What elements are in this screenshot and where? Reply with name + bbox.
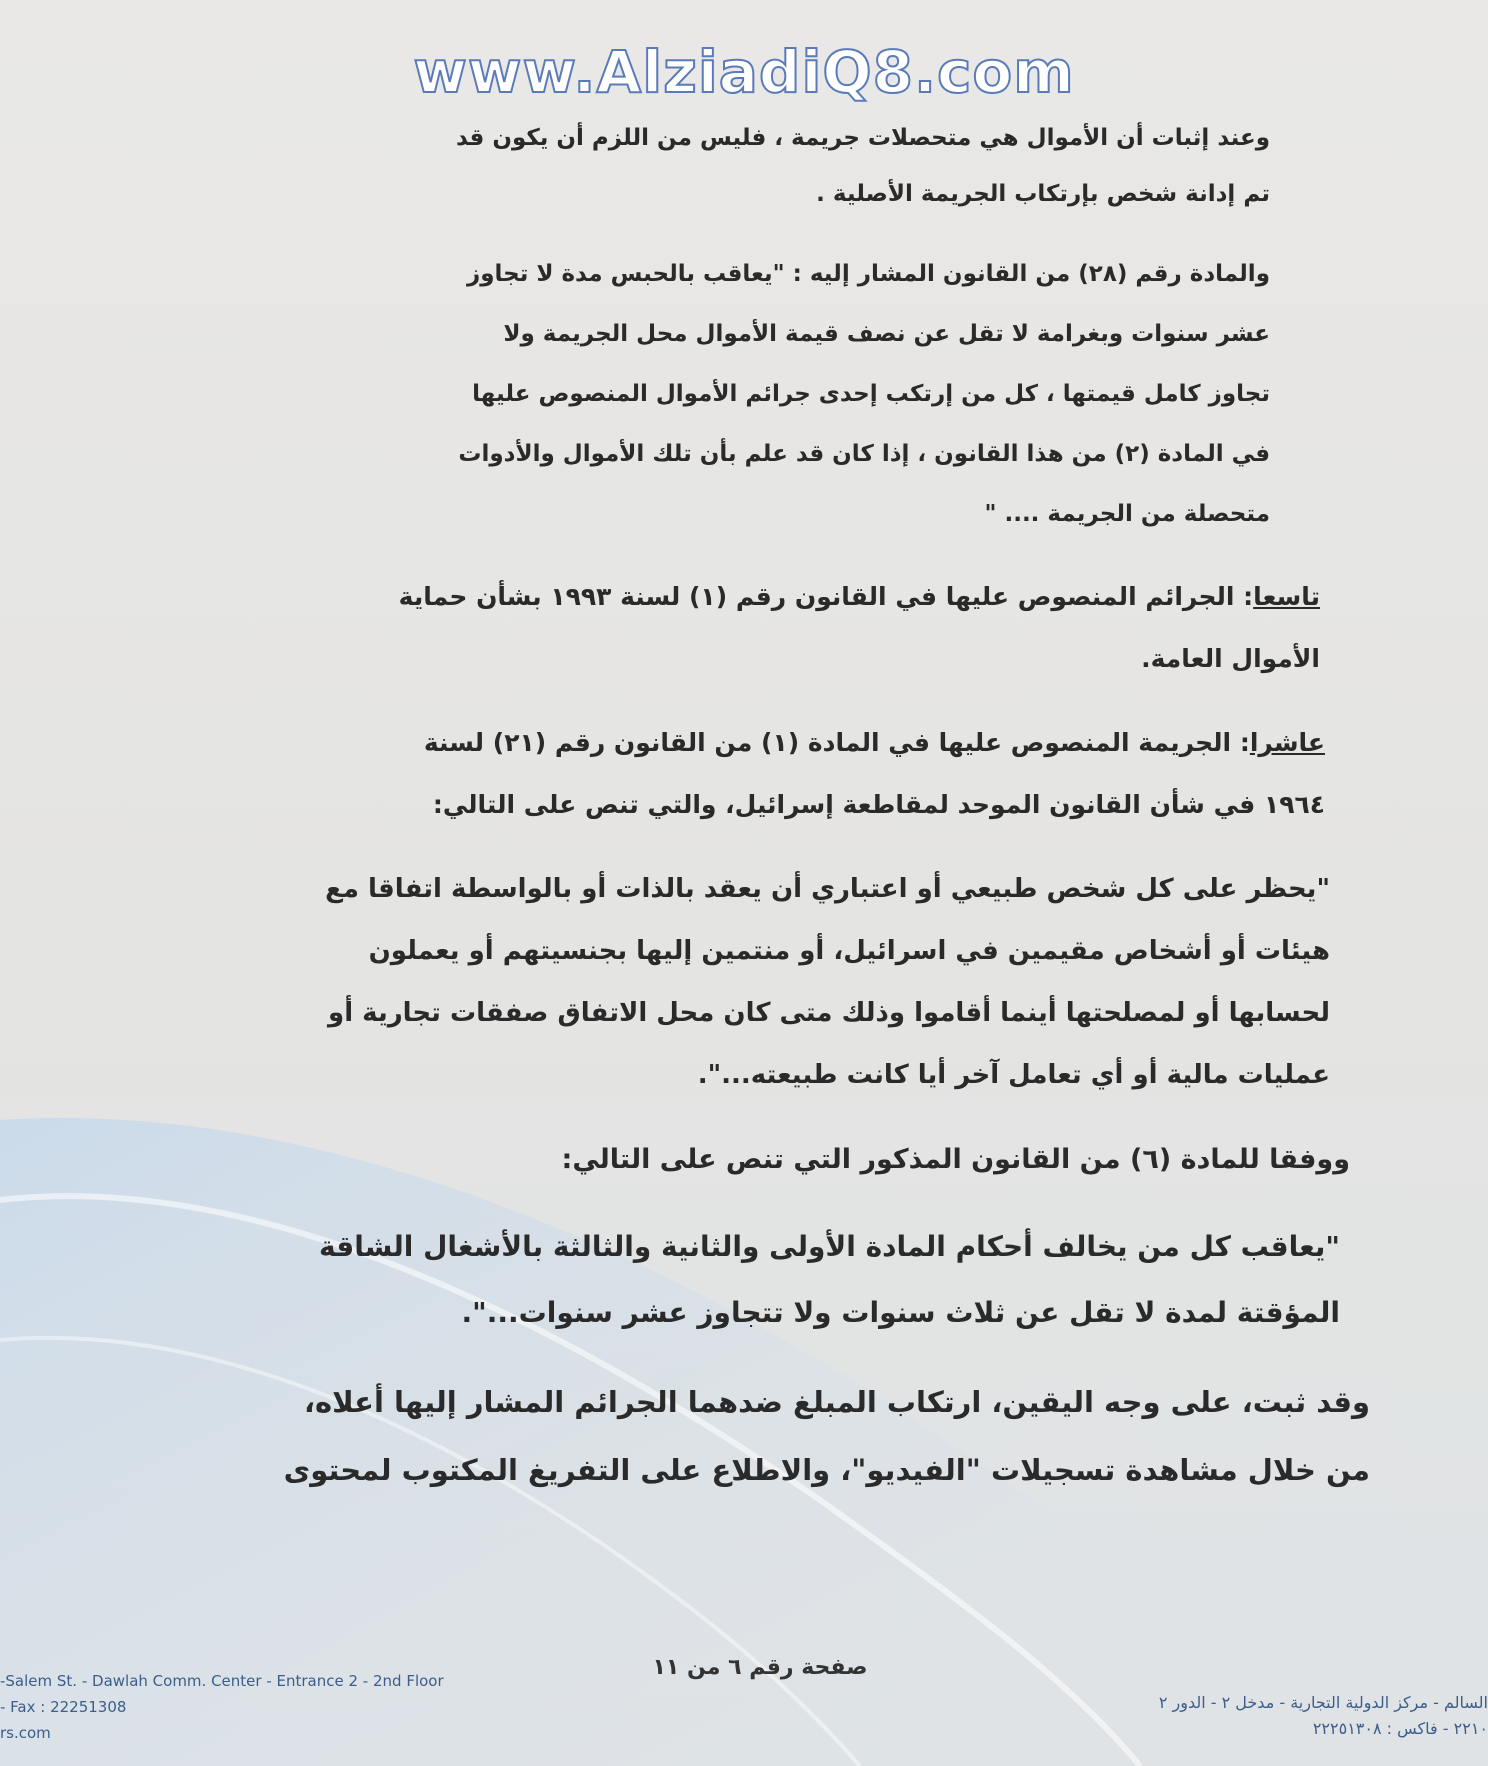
paragraph (390, 1128, 1350, 1192)
section-label: عاشرا (1249, 728, 1325, 757)
text-line: في المادة (٢) من هذا القانون ، إذا كان قد علم بأن تلك الأموال والأدوات (458, 441, 1270, 467)
watermark: www.AlziadiQ8.com (413, 38, 1075, 106)
text-line: من خلال مشاهدة تسجيلات "الفيديو"، والاطلاع على التفريغ المكتوب لمحتوى (283, 1453, 1370, 1487)
paragraph (140, 566, 1320, 690)
text-line: وقد ثبت، على وجه اليقين، ارتكاب المبلغ ضدهما الجرائم المشار إليها أعلاه، (304, 1385, 1370, 1419)
text-line: ووفقا للمادة (٦) من القانون المذكور التي تنص على التالي: (561, 1144, 1350, 1175)
document-body (60, 110, 1440, 1526)
paragraph (150, 244, 1270, 544)
footer-line: ٢٢١٠ - فاكس : ٢٢٢٥١٣٠٨ (1312, 1719, 1488, 1738)
footer-line: -Salem St. - Dawlah Comm. Center - Entrance 2 - 2nd Floor (0, 1672, 444, 1690)
text-line: تجاوز كامل قيمتها ، كل من إرتكب إحدى جرائم الأموال المنصوص عليها (472, 381, 1270, 407)
text-line: "يعاقب كل من يخالف أحكام المادة الأولى والثانية والثالثة بالأشغال الشاقة (318, 1230, 1340, 1263)
text-line: عشر سنوات وبغرامة لا تقل عن نصف قيمة الأموال محل الجريمة ولا (503, 321, 1270, 347)
paragraph (170, 110, 1270, 222)
text-fragment: : الجرائم المنصوص عليها في القانون رقم (١) لسنة ١٩٩٣ بشأن حماية (398, 582, 1254, 611)
footer-line: rs.com (0, 1724, 51, 1742)
footer-address-en (0, 1668, 560, 1746)
text-line: متحصلة من الجريمة .... " (984, 501, 1270, 527)
text-line: والمادة رقم (٢٨) من القانون المشار إليه : "يعاقب بالحبس مدة لا تجاوز (466, 261, 1270, 287)
text-line (140, 566, 1320, 628)
paragraph (130, 712, 1325, 836)
page-number: صفحة رقم ٦ من ١١ (652, 1655, 868, 1680)
footer-line: السالم - مركز الدولية التجارية - مدخل ٢ - الدور ٢ (1158, 1693, 1488, 1712)
text-line: المؤقتة لمدة لا تقل عن ثلاث سنوات ولا تتجاوز عشر سنوات...". (461, 1296, 1340, 1329)
text-fragment: : الجريمة المنصوص عليها في المادة (١) من القانون رقم (٢١) لسنة (423, 728, 1250, 757)
footer-line: - Fax : 22251308 (0, 1698, 127, 1716)
text-line: وعند إثبات أن الأموال هي متحصلات جريمة ، فليس من اللزم أن يكون قد (455, 125, 1270, 151)
text-line: الأموال العامة. (1141, 644, 1320, 673)
section-label: تاسعا (1253, 582, 1320, 611)
footer-address-ar (928, 1690, 1488, 1742)
paragraph (80, 1214, 1340, 1346)
paragraph (105, 858, 1330, 1106)
text-line: عمليات مالية أو أي تعامل آخر أيا كانت طبيعته...". (697, 1060, 1330, 1090)
text-line: تم إدانة شخص بإرتكاب الجريمة الأصلية . (816, 181, 1270, 207)
paragraph (60, 1368, 1370, 1504)
text-line (130, 712, 1325, 774)
text-line: "يحظر على كل شخص طبيعي أو اعتباري أن يعقد بالذات أو بالواسطة اتفاقا مع (325, 874, 1330, 904)
text-line: هيئات أو أشخاص مقيمين في اسرائيل، أو منتمين إليها بجنسيتهم أو يعملون (368, 936, 1330, 966)
text-line: لحسابها أو لمصلحتها أينما أقاموا وذلك متى كان محل الاتفاق صفقات تجارية أو (328, 998, 1330, 1028)
text-line: ١٩٦٤ في شأن القانون الموحد لمقاطعة إسرائيل، والتي تنص على التالي: (432, 790, 1325, 819)
